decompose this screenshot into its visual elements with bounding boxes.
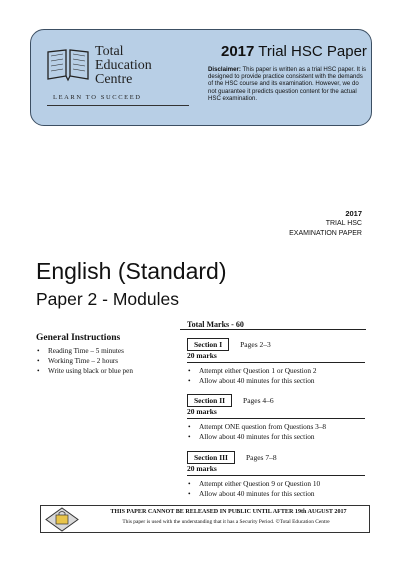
section-marks: 20 marks xyxy=(187,351,217,360)
exam-type: TRIAL HSC xyxy=(325,220,362,227)
disclaimer xyxy=(208,66,368,102)
section-2 xyxy=(187,390,365,443)
section-1 xyxy=(187,334,365,387)
section-item: • Allow about 40 minutes for this section xyxy=(187,376,365,387)
disclaimer-label: Disclaimer: xyxy=(208,66,241,73)
section-item: • Attempt either Question 9 or Question 10 xyxy=(187,479,365,490)
title-year: 2017 xyxy=(221,43,255,60)
logo-rule xyxy=(47,105,189,106)
release-notice: THIS PAPER CANNOT BE RELEASED IN PUBLIC UNTIL AFTER 19th AUGUST 2017 xyxy=(110,509,347,515)
title-text: Trial HSC Paper xyxy=(258,43,367,60)
section-item: • Attempt ONE question from Questions 3–8 xyxy=(187,422,365,433)
general-instructions xyxy=(36,333,181,376)
book-icon xyxy=(45,46,91,86)
exam-id xyxy=(289,209,362,239)
security-notice-bar xyxy=(40,505,370,533)
section-rule xyxy=(187,475,365,476)
section-label: Section I xyxy=(187,338,229,351)
section-marks: 20 marks xyxy=(187,407,217,416)
section-pages: Pages 4–6 xyxy=(243,396,274,405)
total-marks: Total Marks - 60 xyxy=(187,320,244,329)
section-3 xyxy=(187,447,365,500)
section-item: • Allow about 40 minutes for this section xyxy=(187,489,365,500)
section-item: • Allow about 40 minutes for this section xyxy=(187,432,365,443)
instruction-item: • Reading Time – 5 minutes xyxy=(36,346,181,356)
section-rule xyxy=(187,418,365,419)
instruction-list xyxy=(36,346,181,376)
exam-year: 2017 xyxy=(345,209,362,218)
security-note: This paper is used with the understanding that it has a Security Period. ©Total Education Centre xyxy=(122,519,330,525)
instruction-item: • Write using black or blue pen xyxy=(36,366,181,376)
general-instructions-heading: General Instructions xyxy=(36,333,121,343)
section-label: Section III xyxy=(187,451,235,464)
section-pages: Pages 7–8 xyxy=(245,453,277,462)
exam-paper-label: EXAMINATION PAPER xyxy=(289,230,362,237)
section-marks: 20 marks xyxy=(187,464,217,473)
column-rule xyxy=(180,329,366,330)
logo-line-3: Centre xyxy=(95,72,133,87)
section-rule xyxy=(187,362,365,363)
paper-title xyxy=(221,43,367,60)
logo xyxy=(43,42,193,116)
section-item: • Attempt either Question 1 or Question 2 xyxy=(187,366,365,377)
section-pages: Pages 2–3 xyxy=(240,340,271,349)
seal-icon xyxy=(45,507,79,532)
paper-subtitle: Paper 2 - Modules xyxy=(36,289,179,309)
disclaimer-text: This paper is written as a trial HSC paper. It is designed to provide practice consistent with the demands of the HSC course and its examination. However, we do not guarantee it predicts question content for the actual HSC examination. xyxy=(208,66,367,102)
section-label: Section II xyxy=(187,394,232,407)
instruction-item: • Working Time – 2 hours xyxy=(36,356,181,366)
logo-line-1: Total xyxy=(95,44,124,59)
header-box xyxy=(30,29,372,126)
logo-tagline: LEARN TO SUCCEED xyxy=(53,94,142,101)
subject-title: English (Standard) xyxy=(36,258,227,284)
logo-line-2: Education xyxy=(95,58,152,73)
